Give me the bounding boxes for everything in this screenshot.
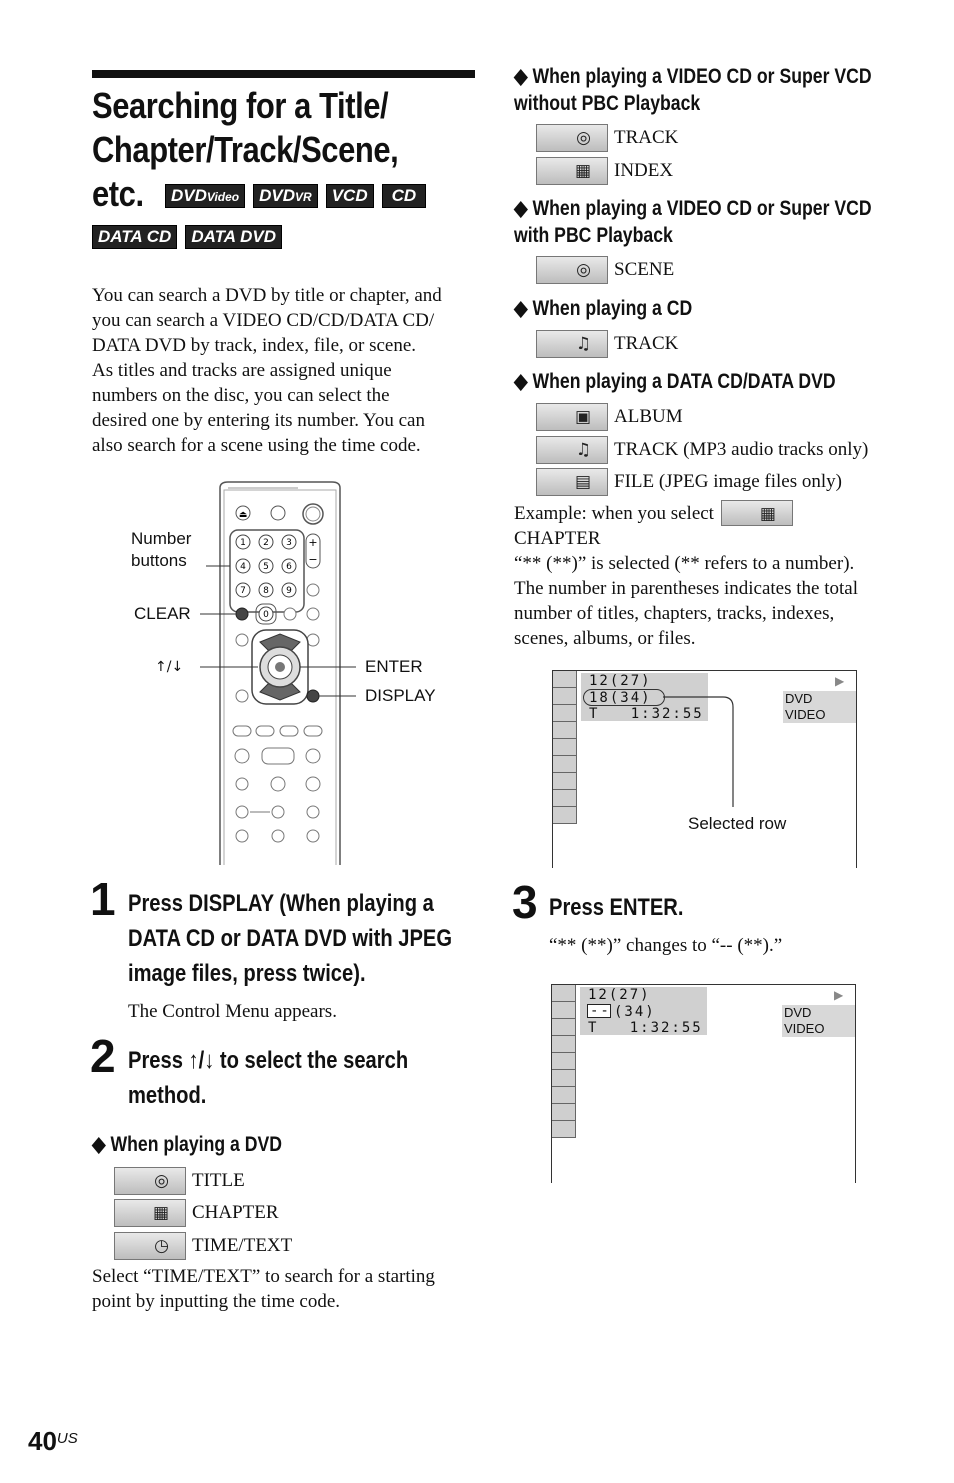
digit-1: 1: [240, 538, 246, 548]
dvd-title-option: [114, 1166, 245, 1196]
title-rule: [92, 70, 475, 78]
option-label: TRACK: [614, 127, 679, 148]
step-3-title: Press ENTER.: [549, 894, 684, 921]
control-menu-display-1: [552, 670, 857, 868]
track-disc-icon: ◎: [536, 124, 608, 152]
arrows-callout: ↑/↓: [155, 659, 184, 675]
digit-3: 3: [286, 538, 292, 548]
digit-8: 8: [263, 586, 269, 596]
step-1-number: 1: [90, 873, 116, 925]
scene-disc-icon: ◎: [536, 256, 608, 284]
data-dvd-badge: DATA DVD: [185, 225, 282, 249]
intro-paragraph: [92, 283, 482, 458]
data-heading: ◆ When playing a DATA CD/DATA DVD: [514, 370, 836, 393]
intro-line: numbers on the disc, you can select the: [92, 385, 390, 406]
data-track-option: [536, 435, 868, 465]
example-line: Example: when you select: [514, 502, 714, 524]
osd-title-row: 12(27): [589, 673, 652, 689]
dvd-heading: ◆ When playing a DVD: [92, 1133, 282, 1156]
intro-line: As titles and tracks are assigned unique: [92, 360, 392, 381]
callout-line: buttons: [131, 551, 187, 570]
intro-line: DATA DVD by track, index, file, or scene.: [92, 335, 417, 356]
digit-7: 7: [240, 586, 246, 596]
disc-badges-row-2: [92, 225, 282, 249]
dvd-note: [92, 1264, 435, 1314]
enter-callout: ENTER: [365, 657, 423, 676]
title-disc-icon: ◎: [114, 1167, 186, 1195]
svg-text:0: 0: [263, 610, 269, 620]
cd-badge: CD: [382, 184, 427, 208]
option-label: SCENE: [614, 259, 675, 280]
control-menu-display-2: [551, 984, 856, 1183]
osd-time-row: T 1:32:55: [588, 1020, 703, 1036]
callout-line: Number: [131, 529, 192, 548]
osd-title-row: 12(27): [588, 987, 651, 1003]
svg-text:−: −: [308, 553, 318, 566]
digit-5: 5: [263, 562, 269, 572]
digit-6: 6: [286, 562, 292, 572]
album-icon: ▣: [536, 403, 608, 431]
disc-badges-row-1: [165, 184, 426, 208]
option-label: FILE (JPEG image files only): [614, 471, 842, 492]
option-label: TITLE: [192, 1170, 245, 1191]
example-paragraph: [514, 500, 904, 651]
title-line-1: Searching for a Title/: [92, 85, 389, 126]
osd-chapter-row: (34): [614, 1004, 656, 1020]
title-line-2: Chapter/Track/Scene,: [92, 129, 399, 170]
step-1-note: The Control Menu appears.: [128, 1001, 337, 1022]
svg-text:+: +: [308, 536, 318, 549]
vcd-pbc-heading: ◆ When playing a VIDEO CD or Super VCD with PBC Playback: [514, 197, 872, 247]
step-2-number: 2: [90, 1030, 116, 1082]
image-file-icon: ▤: [536, 468, 608, 496]
menu-icon-column: [552, 985, 576, 1138]
step-2-title: [128, 1043, 488, 1113]
data-album-option: [536, 402, 683, 432]
data-file-option: [536, 467, 842, 497]
cd-track-option: [536, 329, 678, 359]
music-note-icon: ♫: [536, 436, 608, 464]
chapter-clapper-icon: ▦: [721, 500, 793, 526]
option-label: ALBUM: [614, 406, 683, 427]
page-region-suffix: US: [56, 1430, 78, 1447]
intro-line: also search for a scene using the time code.: [92, 435, 421, 456]
menu-icon-column: [553, 671, 577, 824]
selected-row-callout: Selected row: [688, 814, 787, 833]
dvd-video-badge: DVDVideo: [165, 184, 245, 208]
example-line: CHAPTER: [514, 528, 601, 549]
option-label: TRACK: [614, 333, 679, 354]
vcd-track-option: [536, 123, 678, 153]
option-label: TIME/TEXT: [192, 1235, 293, 1256]
example-line: number of titles, chapters, tracks, indexes,: [514, 603, 835, 624]
data-cd-badge: DATA CD: [92, 225, 177, 249]
disc-type-badge: DVD VIDEO: [782, 1005, 855, 1037]
option-label: INDEX: [614, 160, 674, 181]
example-line: The number in parentheses indicates the total: [514, 578, 858, 599]
dvd-chapter-option: [114, 1198, 279, 1228]
selected-row-leader: [661, 691, 741, 811]
osd-entry-dash: --: [590, 1003, 611, 1019]
cd-heading: ◆ When playing a CD: [514, 297, 693, 320]
step-1-title: [128, 886, 488, 991]
step-1-line: image files, press twice).: [128, 960, 366, 987]
index-clapper-icon: ▦: [536, 157, 608, 185]
option-label: TRACK (MP3 audio tracks only): [614, 439, 869, 460]
title-line-3: etc.: [92, 173, 144, 214]
digit-2: 2: [263, 538, 269, 548]
intro-line: You can search a DVD by title or chapter, and: [92, 285, 442, 306]
vcd-nopbc-heading: ◆ When playing a VIDEO CD or Super VCD without PBC Playback: [514, 65, 872, 115]
clear-callout: CLEAR: [134, 604, 191, 623]
intro-line: desired one by entering its number. You can: [92, 410, 425, 431]
note-line: Select “TIME/TEXT” to search for a starting: [92, 1266, 435, 1287]
digit-4: 4: [240, 562, 246, 572]
example-line: scenes, albums, or files.: [514, 628, 696, 649]
disc-type-badge: DVD VIDEO: [783, 691, 856, 723]
chapter-clapper-icon: ▦: [114, 1199, 186, 1227]
number-buttons-callout: [131, 528, 191, 572]
option-label: CHAPTER: [192, 1202, 279, 1223]
display-callout: DISPLAY: [365, 686, 436, 705]
step-2-line: method.: [128, 1082, 207, 1109]
dvd-vr-badge: DVDVR: [253, 184, 318, 208]
step-1-line: Press DISPLAY (When playing a: [128, 890, 434, 917]
page-number: [28, 1426, 78, 1456]
svg-text:⏏: ⏏: [238, 510, 248, 520]
step-2-line: Press ↑/↓ to select the search: [128, 1047, 409, 1074]
digit-9: 9: [286, 586, 292, 596]
vcd-index-option: [536, 156, 673, 186]
dvd-time-option: [114, 1231, 292, 1261]
example-line: “** (**)” is selected (** refers to a number).: [514, 553, 855, 574]
vcd-badge: VCD: [326, 184, 374, 208]
play-icon: ▶: [834, 988, 844, 1002]
step-1-line: DATA CD or DATA DVD with JPEG: [128, 925, 453, 952]
page-number-value: 40: [28, 1426, 57, 1456]
step-3-note: “** (**)” changes to “-- (**).”: [549, 935, 783, 956]
time-clock-icon: ◷: [114, 1232, 186, 1260]
play-icon: ▶: [835, 674, 845, 688]
note-line: point by inputting the time code.: [92, 1291, 341, 1312]
osd-chapter-row: 18(34): [589, 690, 652, 706]
osd-time-row: T 1:32:55: [589, 706, 704, 722]
music-note-icon: ♫: [536, 330, 608, 358]
intro-line: you can search a VIDEO CD/CD/DATA CD/: [92, 310, 435, 331]
step-3-number: 3: [512, 876, 538, 928]
vcd-scene-option: [536, 255, 674, 285]
